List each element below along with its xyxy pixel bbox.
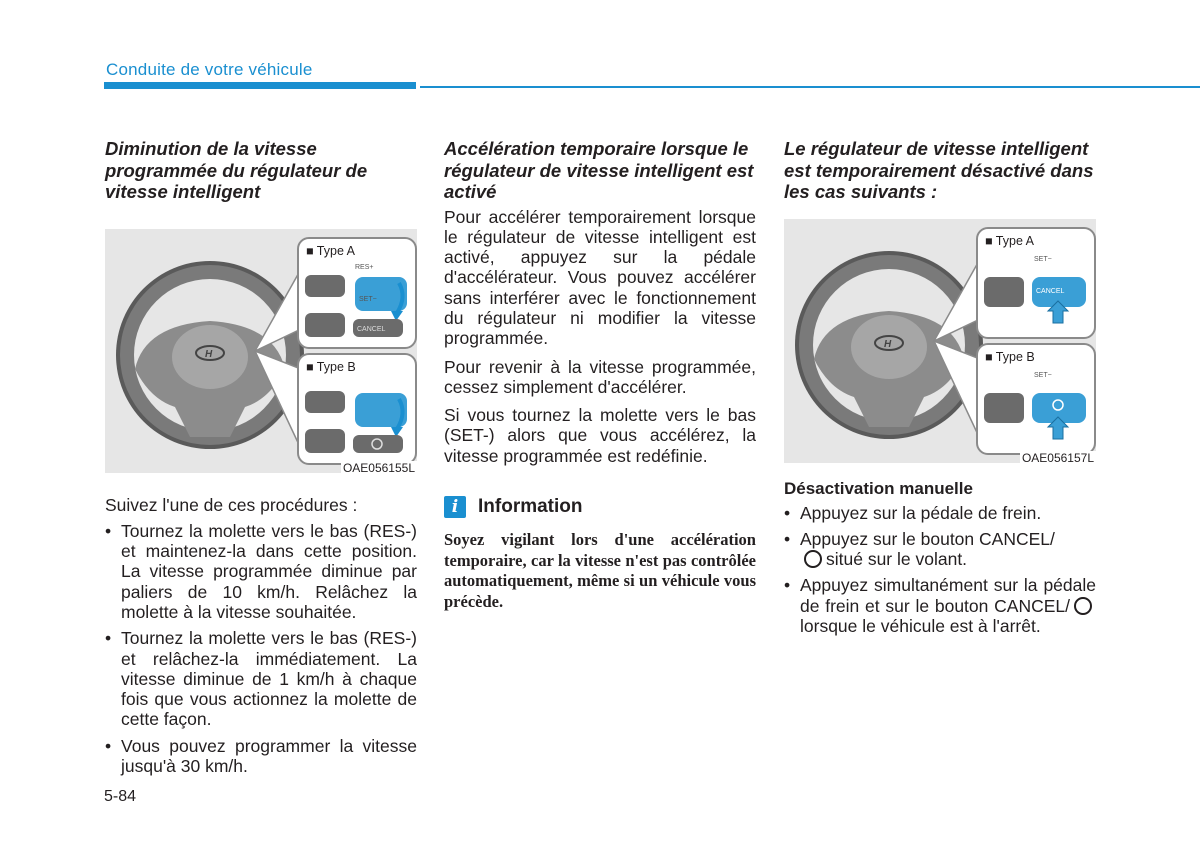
information-body: Soyez vigilant lors d'une accélération temporaire, car la vitesse n'est pas contrôlée automatiquement, même si un véhicule vous précède. [444,530,756,611]
list-item [784,503,1096,523]
manual-deactivation-subheading: Désactivation manuelle [784,478,973,498]
svg-text:RES+: RES+ [355,263,374,271]
list-item [784,529,1096,570]
type-b-controls [299,355,415,463]
heading-decrease-speed: Diminution de la vitesse programmée du régulateur de vitesse intelligent [105,138,368,202]
svg-text:CANCEL: CANCEL [357,325,386,333]
list-item: • Vous pouvez programmer la vitesse jusqu'à 30 km/h. [105,736,417,777]
list-item-text: Appuyez sur le bouton CANCEL/ [800,528,1055,549]
list-item: • Tournez la molette vers le bas (RES-) et relâchez-la immédiatement. La vitesse diminue de 1 km/h à chaque fois que vous actionnez la molette de cette façon. [105,628,417,729]
list-item-text: Appuyez simultanément sur la pédale de frein et sur le bouton CANCEL/ [800,575,1096,616]
circle-button-icon [804,550,822,568]
information-title: Information [478,496,583,518]
section-title: Conduite de votre véhicule [106,60,313,79]
deactivation-list [784,503,1096,637]
header-rule-thick [104,82,416,89]
steering-wheel-figure-b [784,219,1096,463]
column-temporary-acceleration [444,138,756,612]
list-item [784,575,1096,636]
svg-text:SET−: SET− [1034,371,1052,379]
intro-text: Suivez l'une de ces procédures : [105,494,358,515]
heading-temporary-deactivation: Le régulateur de vitesse intelligent est temporairement désactivé dans les cas suivants : [784,138,1094,202]
svg-text:CANCEL: CANCEL [1036,287,1065,295]
type-b-label: ■ Type B [985,349,1035,364]
steering-wheel-figure-a [105,229,417,473]
info-icon: i [444,496,466,518]
list-item-text: situé sur le volant. [826,549,968,570]
list-item: • Tournez la molette vers le bas (RES-) et maintenez-la dans cette position. La vitesse programmée diminue par paliers de 10 km/h. Relâchez la molette à la vitesse souhaitée. [105,521,417,622]
information-header [444,496,756,518]
circle-button-icon [1074,597,1092,615]
list-item-text: lorsque le véhicule est à l'arrêt. [800,615,1041,636]
svg-text:SET−: SET− [1034,255,1052,263]
inset-type-b [297,353,417,465]
paragraph: Pour accélérer temporairement lorsque le régulateur de vitesse intelligent est activé, appuyez sur la pédale d'accélérateur. Vous pouvez accélérer sans interférer avec le fonctionnement du régulateur ni modifier la vitesse programmée. [444,206,756,349]
header-rule-thin [420,86,1200,88]
type-a-label: ■ Type A [985,233,1035,248]
paragraph: Pour revenir à la vitesse programmée, cessez simplement d'accélérer. [444,356,756,397]
type-b-controls [978,345,1094,453]
type-a-label: ■ Type A [306,243,356,258]
inset-type-b [976,343,1096,455]
type-b-label: ■ Type B [306,359,356,374]
type-a-controls [299,239,415,347]
heading-temporary-acceleration: Accélération temporaire lorsque le régulateur de vitesse intelligent est activé [444,138,754,202]
page-number: 5-84 [104,788,137,805]
paragraph: Si vous tournez la molette vers le bas (SET-) alors que vous accélérez, la vitesse programmée est redéfinie. [444,405,756,466]
svg-text:SET−: SET− [359,295,377,303]
list-item-text: Appuyez sur la pédale de frein. [800,502,1042,523]
column-decrease-speed [105,138,417,776]
decrease-speed-list [105,521,417,777]
figure-code: OAE056157L [1021,450,1094,465]
svg-text:H: H [205,348,213,360]
svg-text:H: H [884,338,892,350]
column-temporary-deactivation [784,138,1096,636]
figure-code: OAE056155L [342,460,415,475]
inset-type-a [297,237,417,349]
type-a-controls [978,229,1094,337]
inset-type-a [976,227,1096,339]
